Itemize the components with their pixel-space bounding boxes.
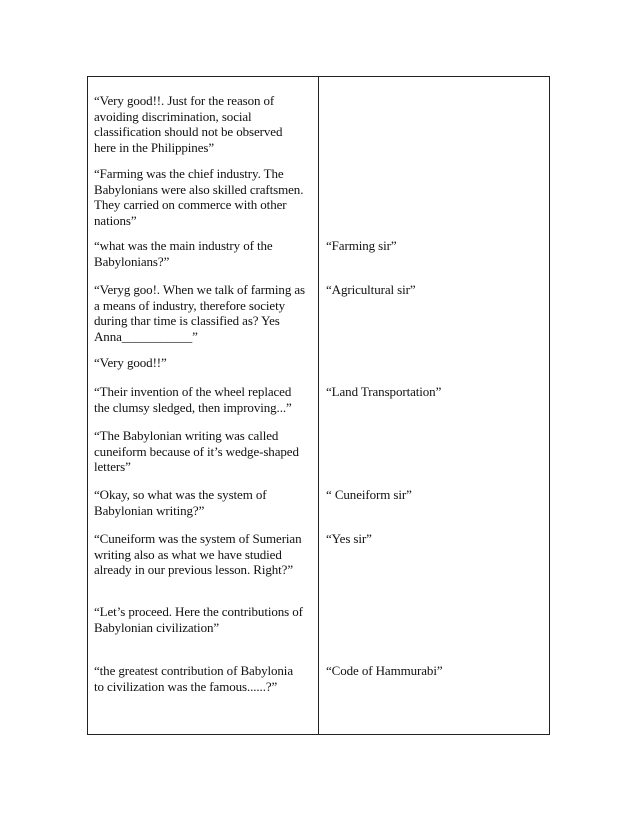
teacher-line: “The Babylonian writing was called cuneiform because of it’s wedge-shaped letters” <box>94 428 299 475</box>
teacher-line: “the greatest contribution of Babylonia to civilization was the famous......?” <box>94 663 293 694</box>
teacher-line: “Farming was the chief industry. The Babylonians were also skilled craftsmen. They carried on commerce with other nations” <box>94 166 304 228</box>
student-line: “ Cuneiform sir” <box>326 487 412 502</box>
teacher-line: “Their invention of the wheel replaced the clumsy sledged, then improving...” <box>94 384 292 415</box>
student-line: “Code of Hammurabi” <box>326 663 443 678</box>
teacher-line: “Okay, so what was the system of Babylonian writing?” <box>94 487 267 518</box>
student-line: “Land Transportation” <box>326 384 442 399</box>
student-line: “Farming sir” <box>326 238 397 253</box>
teacher-line: “Cuneiform was the system of Sumerian writing also as what we have studied already in our previous lesson. Right?” <box>94 531 302 578</box>
column-divider <box>318 77 319 734</box>
student-line: “Agricultural sir” <box>326 282 416 297</box>
teacher-line: “what was the main industry of the Babylonians?” <box>94 238 273 269</box>
teacher-line: “Let’s proceed. Here the contributions of Babylonian civilization” <box>94 604 303 635</box>
teacher-line: “Very good!!” <box>94 355 167 370</box>
teacher-line: “Very good!!. Just for the reason of avoiding discrimination, social classification should not be observed here in the Philippines” <box>94 93 283 155</box>
teacher-line: “Veryg goo!. When we talk of farming as a means of industry, therefore society during thar time is classified as? Yes Anna___________” <box>94 282 306 344</box>
dialogue-table <box>87 76 550 735</box>
student-line: “Yes sir” <box>326 531 372 546</box>
